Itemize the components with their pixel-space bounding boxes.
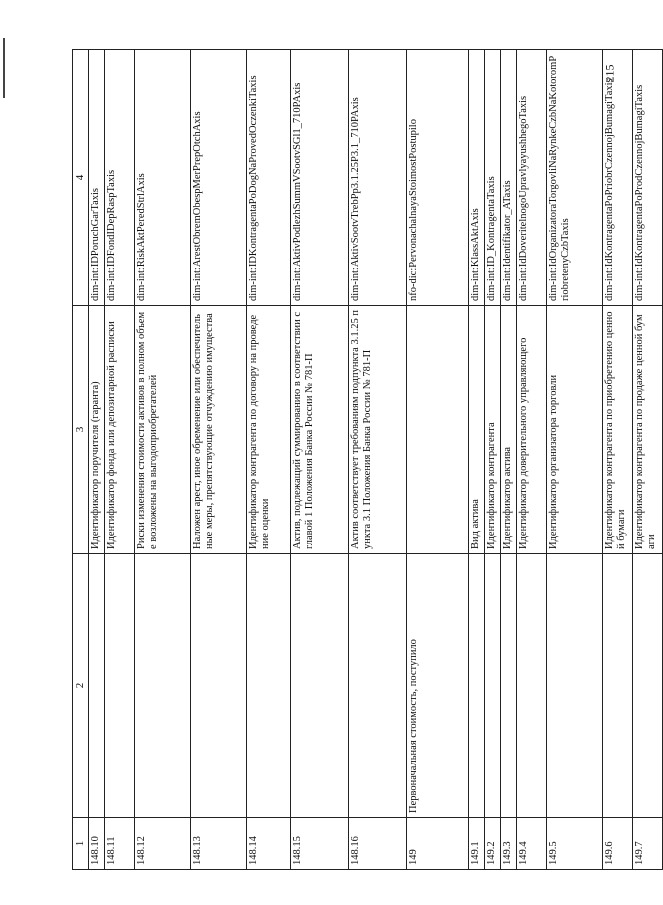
header-cell-2: 2 xyxy=(73,554,89,818)
header-cell-1: 1 xyxy=(73,818,89,870)
table-row xyxy=(516,50,546,870)
dimension-name-cell: Актив соответствует требованиям подпункта 3.1.25 пункта 3.1 Положения Банка России № 781-П xyxy=(348,306,406,554)
code-cell: dim-int:IDPoruchGarTaxis xyxy=(88,50,104,306)
table-row xyxy=(468,50,484,870)
code-cell: nfo-dic:PervonachalnayaStoimostPostupilo xyxy=(406,50,468,306)
indicator-name-cell xyxy=(104,554,134,818)
row-number-cell: 148.15 xyxy=(290,818,348,870)
dimension-name-cell: Идентификатор контрагента xyxy=(484,306,500,554)
indicator-name-cell: Первоначальная стоимость, поступило xyxy=(406,554,468,818)
row-number-cell: 148.11 xyxy=(104,818,134,870)
row-number-cell: 149.3 xyxy=(500,818,516,870)
table-row xyxy=(290,50,348,870)
header-cell-3: 3 xyxy=(73,306,89,554)
code-cell: dim-int:IdKontragentaPoProdCzennojBumagiTaxis xyxy=(632,50,662,306)
dimension-name-cell xyxy=(406,306,468,554)
indicator-name-cell xyxy=(290,554,348,818)
indicator-name-cell xyxy=(632,554,662,818)
row-number-cell: 149.7 xyxy=(632,818,662,870)
code-cell: dim-int:ArestObremObespMerPrepOtchAxis xyxy=(190,50,246,306)
table-row xyxy=(190,50,246,870)
header-cell-4: 4 xyxy=(73,50,89,306)
table-row xyxy=(406,50,468,870)
table-row xyxy=(632,50,662,870)
row-number-cell: 148.13 xyxy=(190,818,246,870)
row-number-cell: 149.1 xyxy=(468,818,484,870)
header-row xyxy=(73,50,89,870)
dimension-name-cell: Идентификатор доверительного управляющего xyxy=(516,306,546,554)
table-row xyxy=(546,50,602,870)
dimension-name-cell: Наложен арест, иное обременение или обеспечительные меры, препятствующие отчуждению имущества xyxy=(190,306,246,554)
dimension-name-cell: Вид актива xyxy=(468,306,484,554)
code-cell: dim-int:KlassAktAxis xyxy=(468,50,484,306)
attribute-table xyxy=(72,49,663,870)
dimension-name-cell: Идентификатор контрагента по договору на проведение оценки xyxy=(246,306,290,554)
dimension-name-cell: Идентификатор фонда или депозитарной расписки xyxy=(104,306,134,554)
scan-edge-mark xyxy=(3,38,5,98)
dimension-name-cell: Идентификатор организатора торговли xyxy=(546,306,602,554)
row-number-cell: 149.4 xyxy=(516,818,546,870)
code-cell: dim-int:IDFondIDepRaspTaxis xyxy=(104,50,134,306)
dimension-name-cell: Идентификатор поручителя (гаранта) xyxy=(88,306,104,554)
row-number-cell: 148.16 xyxy=(348,818,406,870)
indicator-name-cell xyxy=(500,554,516,818)
code-cell: dim-int:IdKontragentaPoPriobrCzennojBumagiTaxis xyxy=(602,50,632,306)
code-cell: dim-int:AktivSootvTrebPp3.1.25P3.1_710PAxis xyxy=(348,50,406,306)
indicator-name-cell xyxy=(348,554,406,818)
dimension-name-cell: Идентификатор актива xyxy=(500,306,516,554)
indicator-name-cell xyxy=(190,554,246,818)
indicator-name-cell xyxy=(88,554,104,818)
code-cell: dim-int:AktivPodlezhSummVSootvSGl1_710PAxis xyxy=(290,50,348,306)
code-cell: dim-int:RiskAktPeredStrlAxis xyxy=(134,50,190,306)
indicator-name-cell xyxy=(246,554,290,818)
dimension-name-cell: Идентификатор контрагента по приобретению ценной бумаги xyxy=(602,306,632,554)
table-row xyxy=(88,50,104,870)
row-number-cell: 148.14 xyxy=(246,818,290,870)
dimension-name-cell: Риски изменения стоимости активов в полном объеме возложены на выгодоприобретателей xyxy=(134,306,190,554)
table-row xyxy=(134,50,190,870)
code-cell: dim-int:IdOrganizatoraTorgovliNaRynkeCzbNaKotoromPriobretenyCzbTaxis xyxy=(546,50,602,306)
indicator-name-cell xyxy=(602,554,632,818)
indicator-name-cell xyxy=(546,554,602,818)
table-row xyxy=(104,50,134,870)
code-cell: dim-int:Identifikator_ATaxis xyxy=(500,50,516,306)
dimension-name-cell: Актив, подлежащий суммированию в соответствии с главой 1 Положения Банка России № 781-П xyxy=(290,306,348,554)
code-cell: dim-int:IdDoveritelnogoUpravlyayushhegoTaxis xyxy=(516,50,546,306)
indicator-name-cell xyxy=(484,554,500,818)
indicator-name-cell xyxy=(134,554,190,818)
indicator-name-cell xyxy=(468,554,484,818)
page-number: 215 xyxy=(602,64,617,83)
table-row xyxy=(602,50,632,870)
row-number-cell: 149.5 xyxy=(546,818,602,870)
table-row xyxy=(246,50,290,870)
row-number-cell: 148.12 xyxy=(134,818,190,870)
table-row xyxy=(348,50,406,870)
row-number-cell: 148.10 xyxy=(88,818,104,870)
table-row xyxy=(484,50,500,870)
row-number-cell: 149.2 xyxy=(484,818,500,870)
code-cell: dim-int:ID_KontragentaTaxis xyxy=(484,50,500,306)
indicator-name-cell xyxy=(516,554,546,818)
table-row xyxy=(500,50,516,870)
row-number-cell: 149.6 xyxy=(602,818,632,870)
row-number-cell: 149 xyxy=(406,818,468,870)
dimension-name-cell: Идентификатор контрагента по продаже ценной бумаги xyxy=(632,306,662,554)
code-cell: dim-int:IDKontragentaPoDogNaProvedOczenkiTaxis xyxy=(246,50,290,306)
